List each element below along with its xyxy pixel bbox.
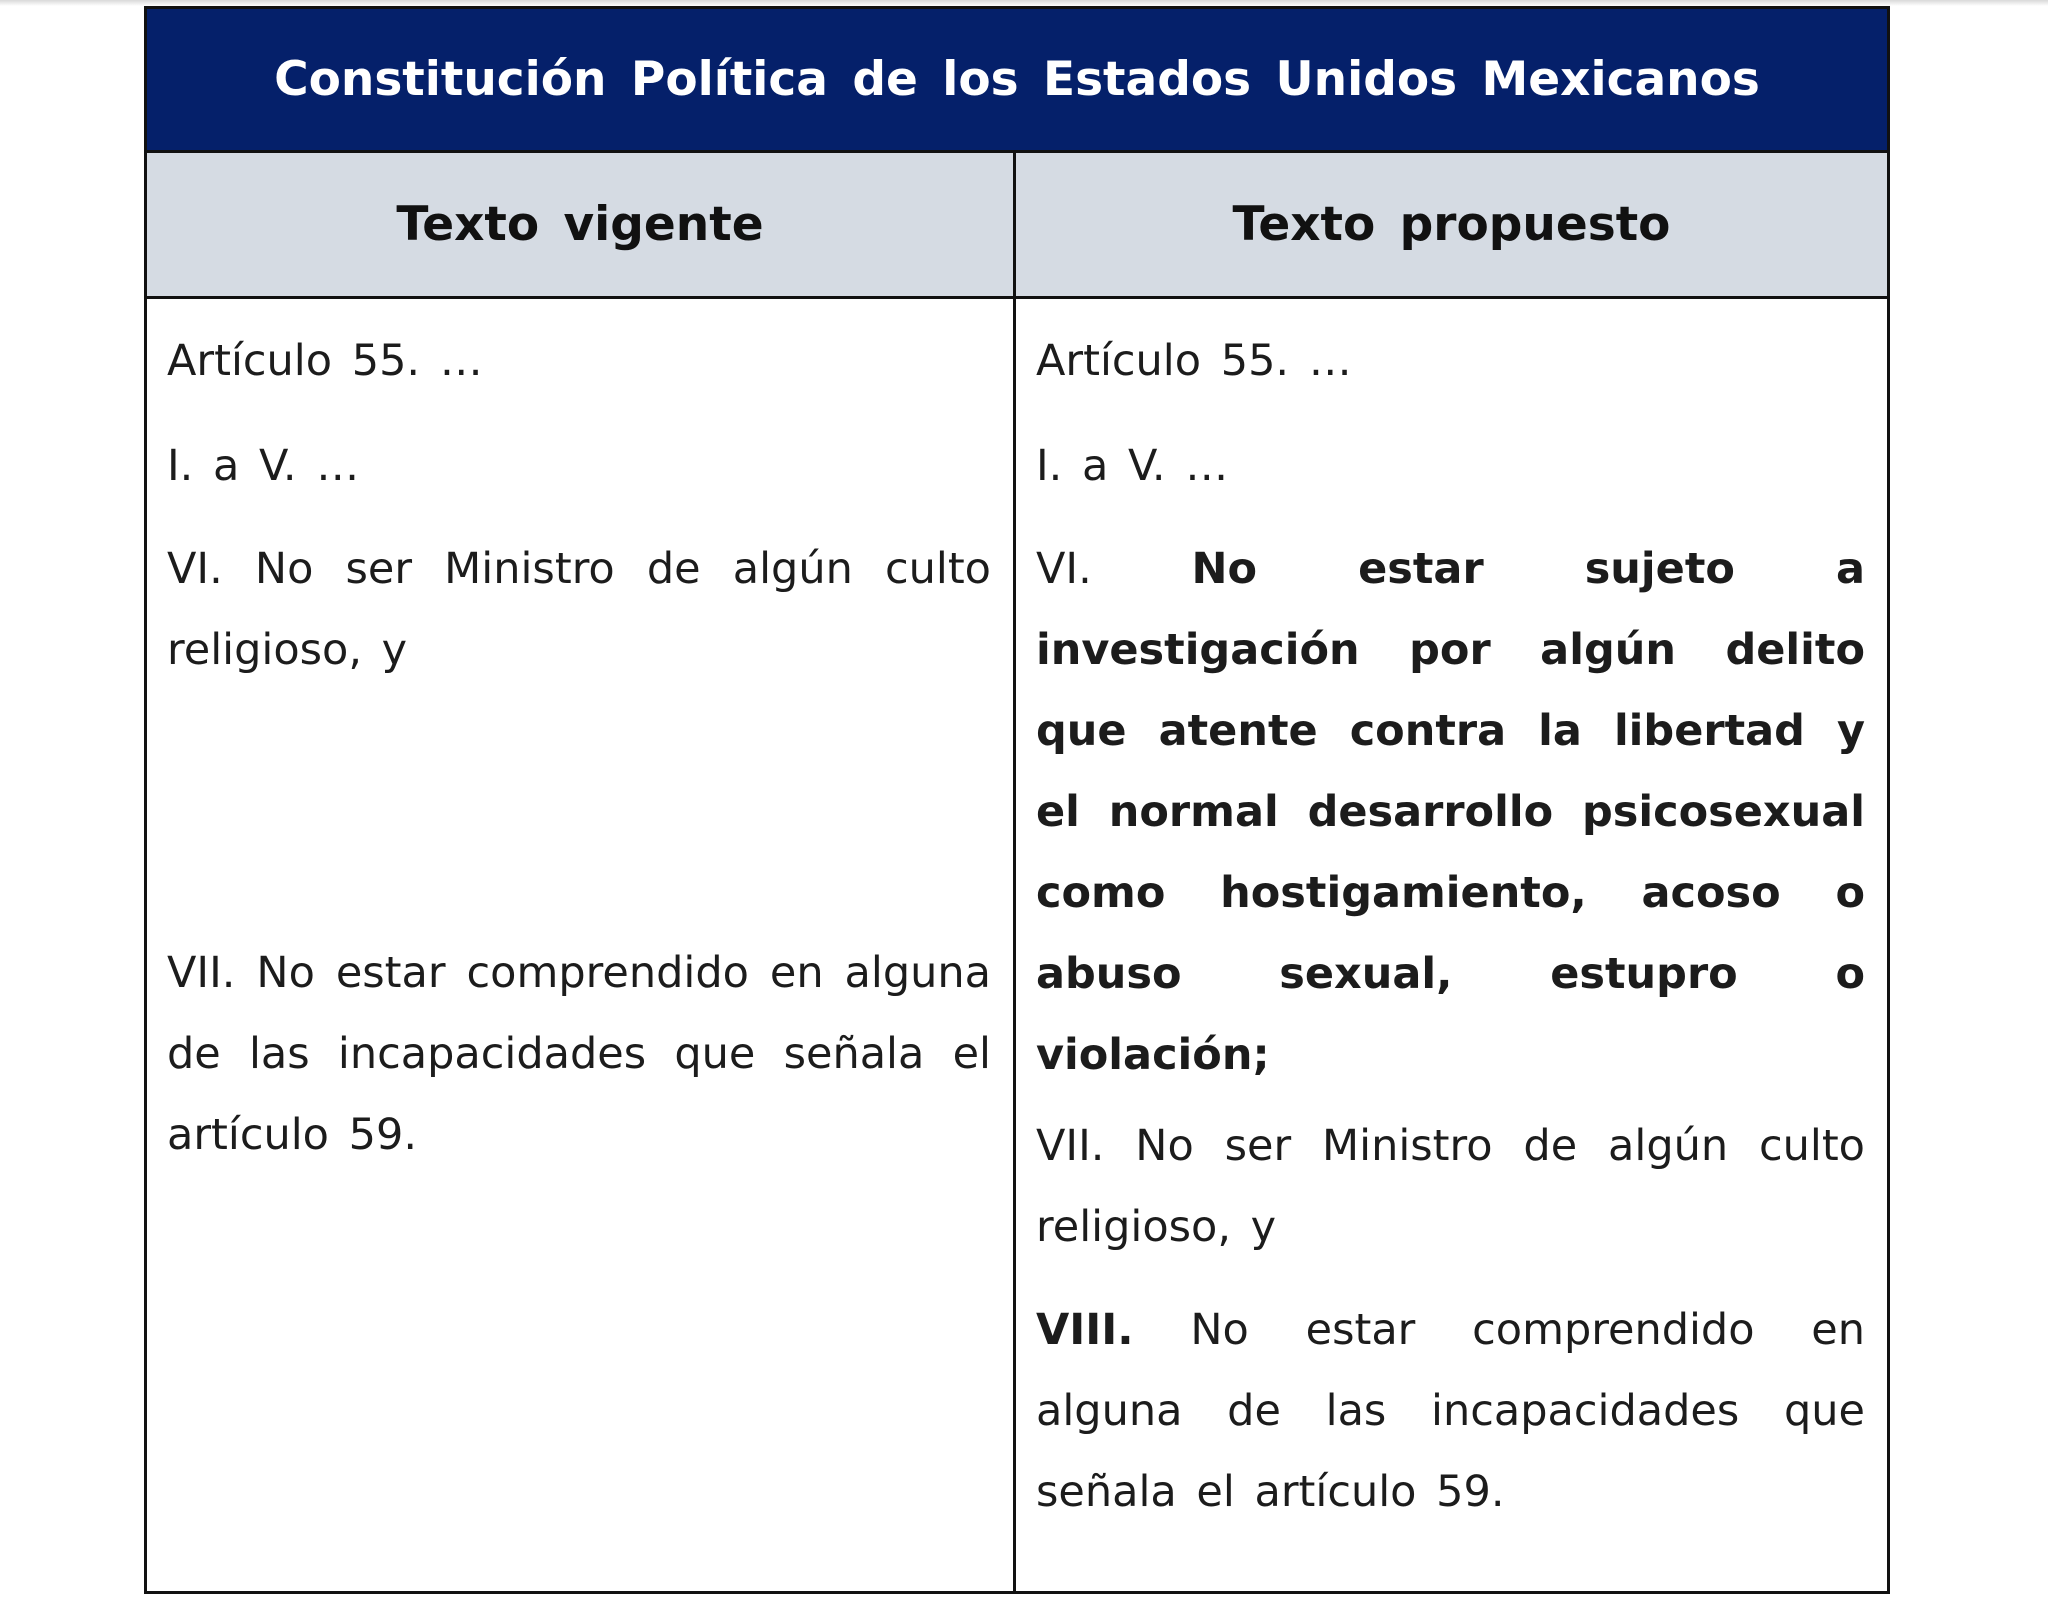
proposed-fraction-viii-text: No estar comprendido en alguna de las incapacidades que señala el artículo 59.	[1036, 1305, 1866, 1517]
proposed-fraction-vi-number: VI.	[1036, 544, 1092, 594]
proposed-fraction-viii-number: VIII.	[1036, 1305, 1134, 1355]
proposed-article-heading: Artículo 55. …	[1036, 336, 1352, 386]
header-current-text: Texto vigente	[396, 197, 764, 252]
proposed-fractions-range: I. a V. …	[1036, 441, 1229, 491]
current-fraction-vii: VII. No estar comprendido en alguna de las incapacidades que señala el artículo 59.	[167, 948, 991, 1160]
proposed-fraction-viii	[1036, 1290, 1865, 1533]
table-title: Constitución Política de los Estados Unidos Mexicanos	[147, 9, 1887, 153]
current-text-cell	[147, 299, 1013, 1589]
proposed-fraction-vi	[1036, 529, 1865, 1096]
proposed-text-cell	[1016, 299, 1887, 1589]
comparison-table	[144, 6, 1890, 1594]
current-fraction-vi: VI. No ser Ministro de algún culto religioso, y	[167, 544, 991, 675]
current-article-heading: Artículo 55. …	[167, 336, 483, 386]
current-fractions-range: I. a V. …	[167, 441, 360, 491]
proposed-fraction-vi-text: No estar sujeto a investigación por algún delito que atente contra la libertad y el normal desarrollo psicosexual como hostigamiento, acoso o abuso sexual, estupro o violación;	[1036, 544, 1865, 1080]
proposed-fraction-vii: VII. No ser Ministro de algún culto religioso, y	[1036, 1121, 1865, 1252]
header-proposed-text: Texto propuesto	[1232, 197, 1671, 252]
table-header-row	[147, 153, 1887, 299]
